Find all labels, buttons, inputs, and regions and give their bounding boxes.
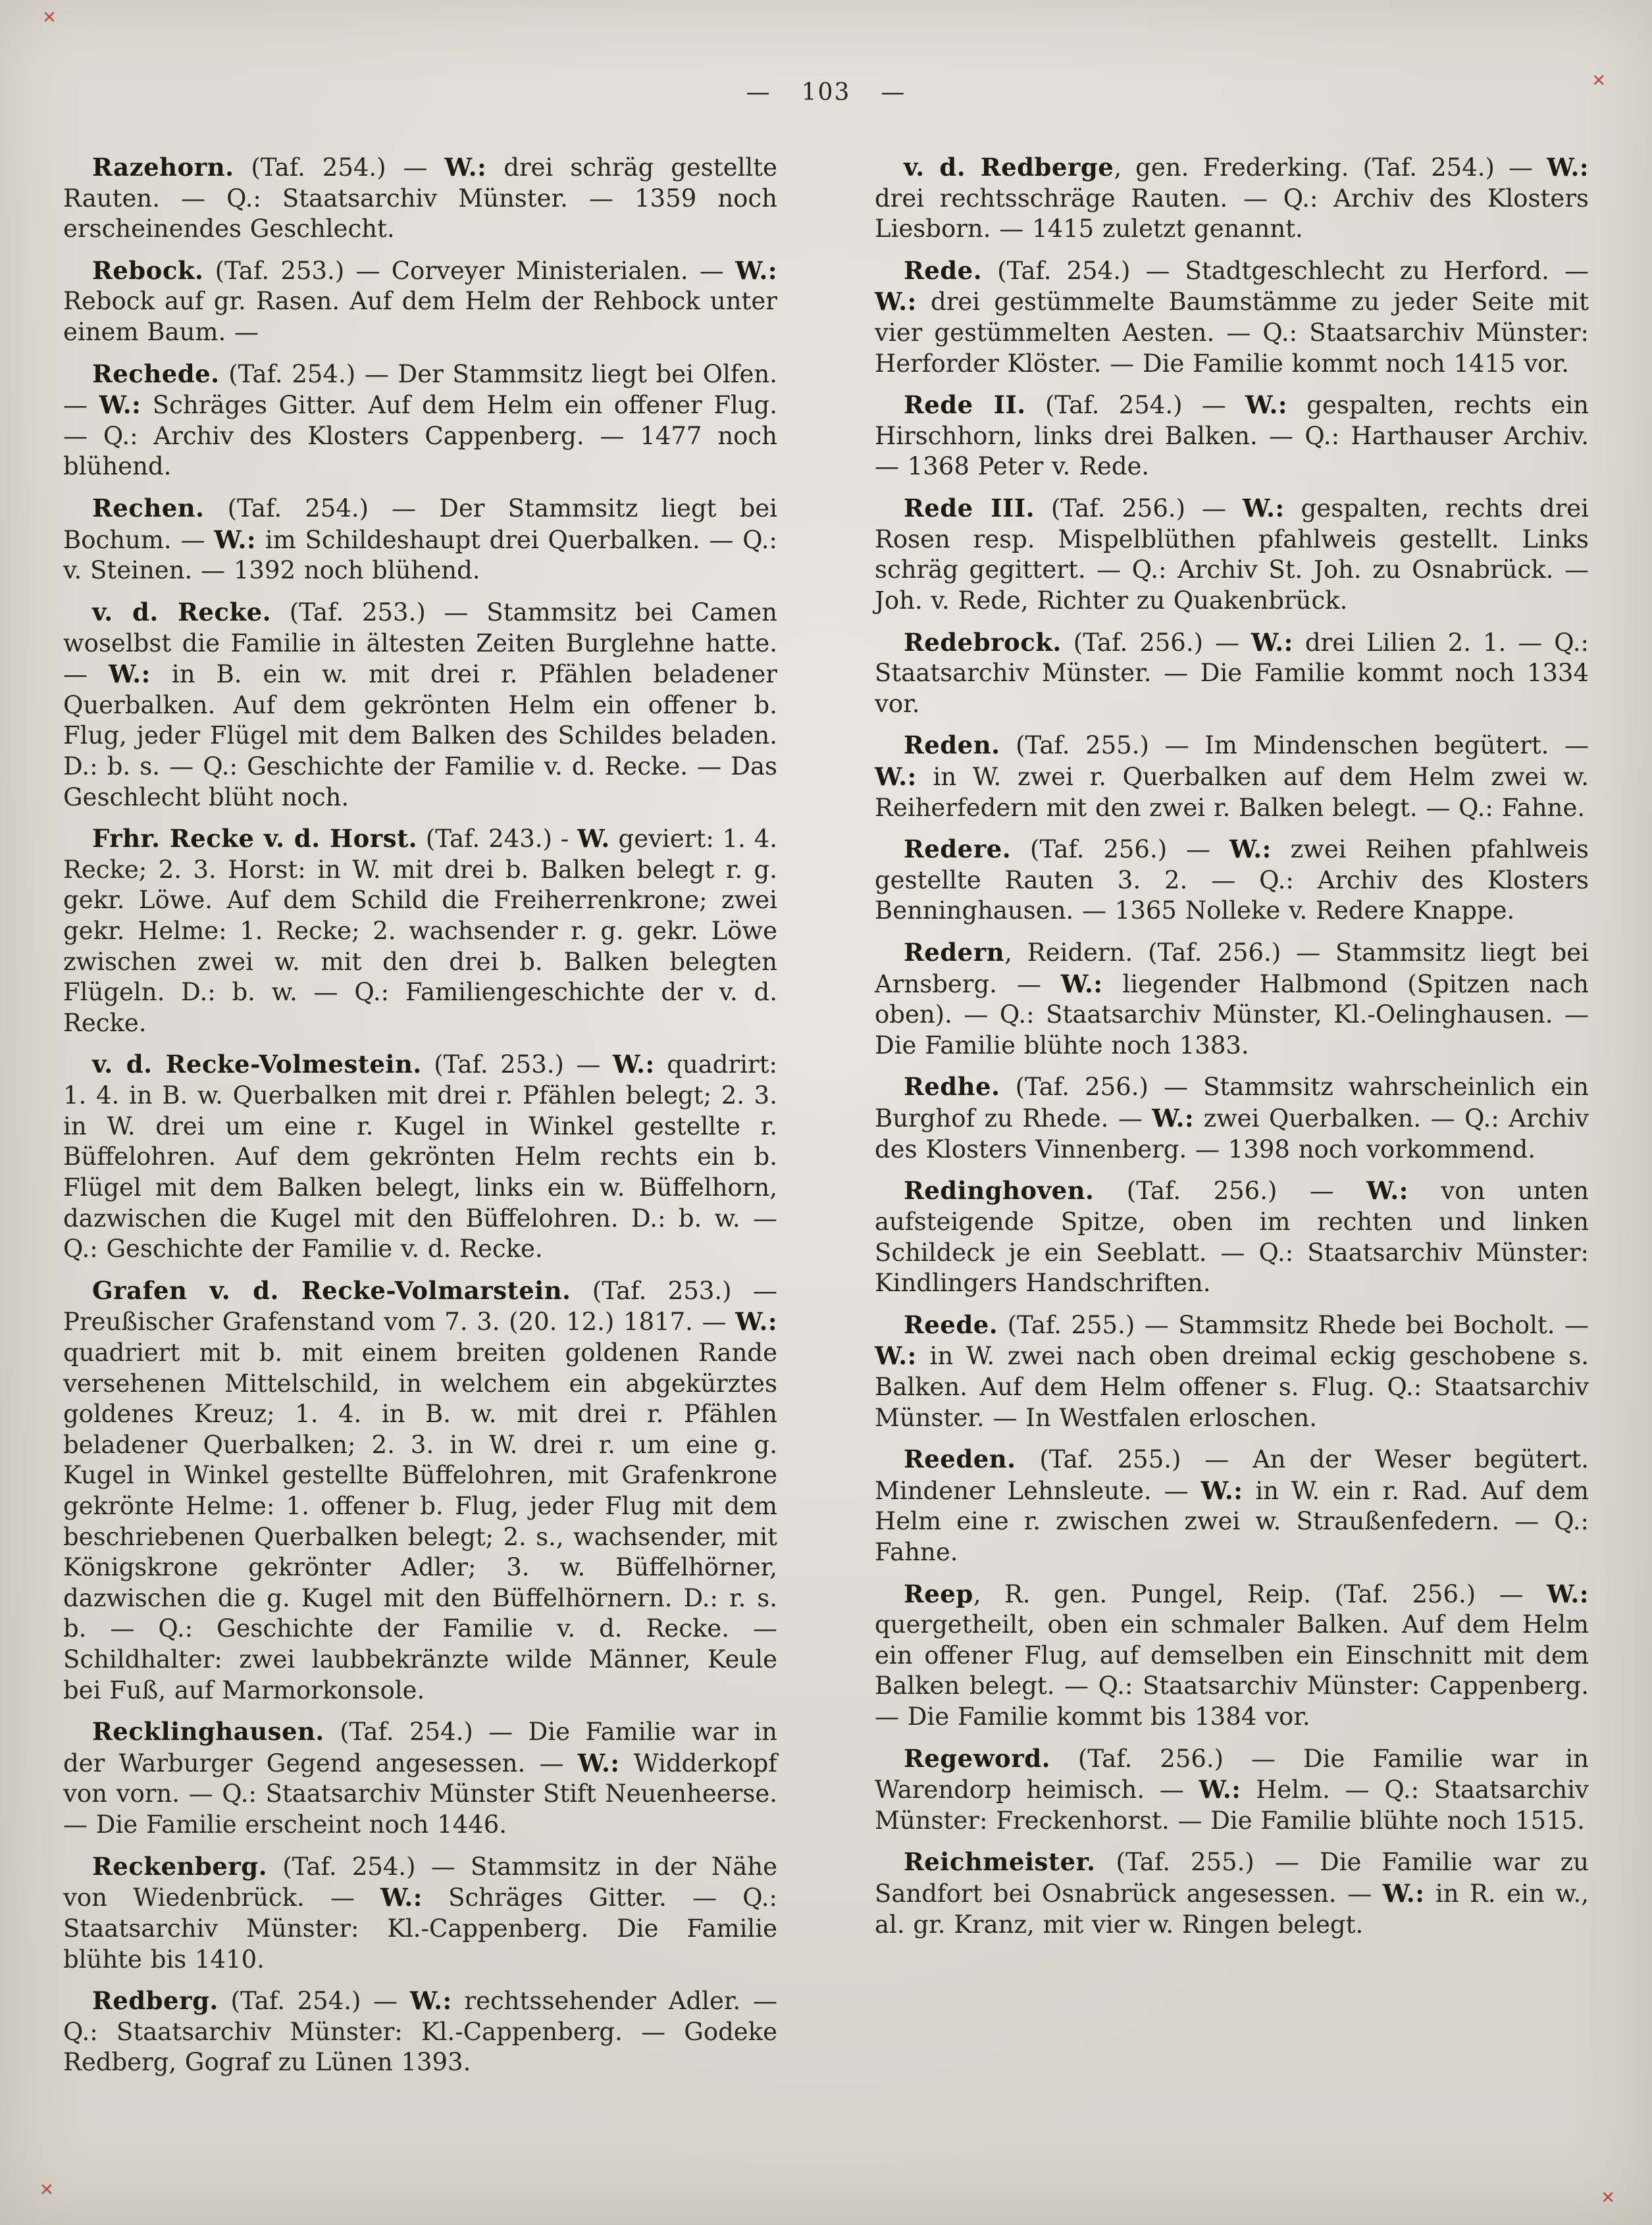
page-header — [0, 0, 1652, 106]
entry — [875, 1444, 1597, 1568]
column-left — [63, 152, 786, 2089]
entry-emphasis: Reden. — [904, 730, 1000, 760]
entry-emphasis: Reep — [904, 1579, 973, 1608]
entry-emphasis: W.: — [380, 1883, 423, 1912]
entry-emphasis: W.: — [875, 1341, 917, 1371]
entry-emphasis: W.: — [735, 1307, 777, 1337]
entry-text: (Taf. 256.) — Stammsitz wahrscheinlich ein Burghof zu Rhede. — — [875, 1073, 1597, 1133]
entry-text: drei schräg gestellte Rauten. — Q.: Staatsarchiv Münster. — 1359 noch erscheinendes Geschlecht. — [63, 153, 786, 243]
entry-text: zwei Reihen pfahlweis gestellte Rauten 3. 2. — Q.: Archiv des Klosters Benninghausen. — 1365 Nolleke v. Redere Knappe. — [875, 835, 1597, 925]
entry-text: in W. zwei r. Querbalken auf dem Helm zwei w. Reiherfedern mit den zwei r. Balken belegt. — Q.: Fahne. — [875, 762, 1597, 822]
registration-mark-icon: ✕ — [1601, 2188, 1615, 2208]
entry-text: (Taf. 256.) — — [1011, 835, 1229, 864]
entry-text: (Taf. 254.) — Stadtgeschlecht zu Herford. — — [982, 256, 1597, 285]
entry — [63, 823, 786, 1038]
entry-text: (Taf. 253.) — — [421, 1050, 613, 1079]
entry — [63, 1275, 786, 1706]
entry — [63, 597, 786, 813]
entry-emphasis: W.: — [1152, 1104, 1195, 1133]
entry — [63, 1985, 786, 2078]
header-rule-right: — — [881, 79, 906, 106]
header-rule-left: — — [746, 79, 771, 106]
entry-text: (Taf. 254.) — — [234, 153, 445, 182]
entry-text: (Taf. 254.) — — [218, 1987, 410, 2016]
entry — [63, 255, 786, 348]
entry-text: (Taf. 254.) — Der Stammsitz liegt bei Olfen. — — [63, 359, 786, 420]
entry — [875, 1310, 1597, 1433]
entry-text: quadriert mit b. mit einem breiten goldenen Rande versehenen Mittelschild, in welchem ein abgekürztes goldenes Kreuz; 1. 4. in B. w. mit drei r. Pfählen beladener Querbalken; 2. 3. in W. drei r. um eine g. Kugel in Winkel gestellte Büffelohren, mit Grafenkrone gekrönte Helme: 1. offener b. Flug, jeder Flug mit dem beschriebenen Querbalken belegt; 2. s., wachsender, mit Königskrone gekrönter Adler; 3. w. Büffelhörner, dazwischen die g. Kugel mit den Büffelhörnern. D.: r. s. b. — Q.: Geschichte der Familie v. d. Recke. — Schildhalter: zwei laubbekränzte wilde Männer, Keule bei Fuß, auf Marmorkonsole. — [63, 1308, 786, 1704]
entry-text: in R. ein w., al. gr. Kranz, mit vier w. Ringen belegt. — [875, 1880, 1597, 1939]
entry-text: in W. zwei nach oben dreimal eckig geschobene s. Balken. Auf dem Helm offener s. Flug. Q.: Staatsarchiv Münster. — In Westfalen erloschen. — [875, 1342, 1597, 1432]
entry-text: (Taf. 255.) — Im Mindenschen begütert. — — [1000, 731, 1597, 760]
entry — [875, 255, 1597, 379]
entry-text: Helm. — Q.: Staatsarchiv Münster: Freckenhorst. — Die Familie blühte noch 1515. — [875, 1776, 1597, 1835]
entry-text: drei Lilien 2. 1. — Q.: Staatsarchiv Münster. — Die Familie kommt noch 1334 vor. — [875, 628, 1597, 718]
entry-emphasis: Redebrock. — [904, 627, 1062, 657]
entry-emphasis: W.: — [577, 1748, 620, 1777]
entry-text: (Taf. 243.) - — [417, 825, 578, 854]
entry-emphasis: W.: — [1200, 1475, 1243, 1505]
entry-text: (Taf. 255.) — An der Weser begütert. Mindener Lehnsleute. — — [875, 1445, 1597, 1505]
entry-emphasis: W.: — [1382, 1879, 1425, 1908]
entry-emphasis: W.: — [214, 524, 257, 554]
entry-emphasis: W.: — [1242, 494, 1285, 523]
entry-text: (Taf. 253.) — Preußischer Grafenstand vom 7. 3. (20. 12.) 1817. — — [63, 1276, 786, 1337]
text-columns — [0, 106, 1652, 2089]
entry-emphasis: Reeden. — [904, 1445, 1016, 1474]
entry-emphasis: W.: — [1547, 1579, 1589, 1608]
entry-emphasis: Reichmeister. — [904, 1847, 1096, 1877]
entry-emphasis: Reckenberg. — [92, 1851, 268, 1881]
entry-text: (Taf. 254.) — Stammsitz in der Nähe von Wiedenbrück. — — [63, 1852, 786, 1912]
entry-emphasis: Grafen v. d. Recke-Volmarstein. — [92, 1275, 571, 1305]
entry-text: geviert: 1. 4. Recke; 2. 3. Horst: in W. mit drei b. Balken belegt r. g. gekr. Löwe. Auf dem Schild die Freiherrenkrone; zwei gekr. Helme: 1. Recke; 2. wachsender r. g. gekr. Löwe zwischen zwei w. mit den drei b. Balken belegten Flügeln. D.: b. w. — Q.: Familiengeschichte der v. d. Recke. — [63, 825, 786, 1037]
registration-mark-icon: ✕ — [39, 2180, 54, 2200]
entry-emphasis: Rede II. — [904, 390, 1026, 420]
entry-text: (Taf. 256.) — Die Familie war in Warendorp heimisch. — — [875, 1744, 1597, 1804]
entry — [875, 1175, 1597, 1298]
entry-emphasis: Recklinghausen. — [92, 1717, 324, 1747]
entry-text: (Taf. 253.) — Stammsitz bei Camen woselbst die Familie in ältesten Zeiten Burglehne hatte. — — [63, 598, 786, 689]
entry-text: gespalten, rechts drei Rosen resp. Mispelblüthen pfahlweis gestellt. Links schräg gegittert. — Q.: Archiv St. Joh. zu Osnabrück. — Joh. v. Rede, Richter zu Quakenbrück. — [875, 494, 1597, 615]
entry — [875, 627, 1597, 720]
entry-text: liegender Halbmond (Spitzen nach oben). — Q.: Staatsarchiv Münster, Kl.-Oelinghausen. — Die Familie blühte noch 1383. — [875, 969, 1597, 1060]
entry — [63, 1716, 786, 1840]
column-right — [875, 152, 1597, 1951]
registration-mark-icon: ✕ — [42, 8, 57, 28]
entry-emphasis: W.: — [1245, 390, 1287, 420]
entry — [875, 390, 1597, 482]
entry-emphasis: W.: — [1547, 153, 1589, 182]
entry-text: drei rechtsschräge Rauten. — Q.: Archiv des Klosters Liesborn. — 1415 zuletzt genannt. — [875, 153, 1597, 243]
entry-text: (Taf. 256.) — — [1035, 494, 1243, 523]
entry — [875, 1071, 1597, 1165]
entry-text: zwei Querbalken. — Q.: Archiv des Klosters Vinnenberg. — 1398 noch vorkommend. — [875, 1104, 1597, 1164]
entry-emphasis: Frhr. Recke v. d. Horst. — [92, 824, 418, 854]
entry-emphasis: Regeword. — [904, 1743, 1050, 1773]
entry — [63, 152, 786, 245]
entry-emphasis: Rede. — [904, 255, 983, 285]
entry-emphasis: v. d. Redberge — [904, 153, 1114, 182]
entry-text: in W. ein r. Rad. Auf dem Helm eine r. zwischen zwei w. Straußenfedern. — Q.: Fahne. — [875, 1476, 1597, 1566]
entry-emphasis: Reede. — [904, 1310, 998, 1339]
entry-emphasis: W.: — [1229, 834, 1272, 864]
entry-text: im Schildeshaupt drei Querbalken. — Q.: v. Steinen. — 1392 noch blühend. — [63, 525, 786, 585]
entry-text: in B. ein w. mit drei r. Pfählen beladener Querbalken. Auf dem gekrönten Helm ein offener b. Flug, jeder Flügel mit dem Balken des Schildes beladen. D.: b. s. — Q.: Geschichte der Familie v. d. Recke. — Das Geschlecht blüht noch. — [63, 660, 786, 811]
entry — [875, 730, 1597, 823]
entry-text: (Taf. 254.) — — [1025, 391, 1246, 420]
entry-emphasis: W.: — [1199, 1775, 1241, 1804]
entry-emphasis: W.: — [99, 390, 142, 420]
entry-text: Schräges Gitter. — Q.: Staatsarchiv Münster: Kl.-Cappenberg. Die Familie blühte bis 1410. — [63, 1883, 786, 1974]
entry-text: quadrirt: 1. 4. in B. w. Querbalken mit drei r. Pfählen belegt; 2. 3. in W. drei um eine r. Kugel in Winkel gestellte r. Büffelohren. Auf dem gekrönten Helm rechts ein b. Flügel mit dem Balken belegt, links ein w. Büffelhorn, dazwischen die Kugel mit den Büffelohren. D.: b. w. — Q.: Geschichte der Familie v. d. Recke. — [63, 1050, 786, 1264]
entry-emphasis: Razehorn. — [92, 153, 234, 182]
entry — [875, 1743, 1597, 1837]
entry — [63, 359, 786, 482]
entry-emphasis: Rechede. — [92, 359, 220, 388]
entry-text: drei gestümmelte Baumstämme zu jeder Seite mit vier gestümmelten Aesten. — Q.: Staatsarchiv Münster: Herforder Klöster. — Die Familie kommt noch 1415 vor. — [875, 288, 1597, 378]
entry-text: rechtssehender Adler. — Q.: Staatsarchiv Münster: Kl.-Cappenberg. — Godeke Redberg, Gograf zu Lünen 1393. — [63, 1987, 786, 2077]
entry-emphasis: v. d. Recke. — [92, 597, 272, 627]
entry-emphasis: W.: — [612, 1050, 655, 1079]
entry — [875, 1847, 1597, 1940]
entry — [63, 1049, 786, 1264]
entry-emphasis: W. — [577, 824, 610, 854]
entry — [63, 493, 786, 586]
entry-emphasis: Redinghoven. — [904, 1176, 1095, 1206]
entry-text: , R. gen. Pungel, Reip. (Taf. 256.) — — [973, 1579, 1547, 1608]
entry-emphasis: v. d. Recke-Volmestein. — [92, 1050, 422, 1079]
entry-emphasis: W.: — [444, 153, 487, 182]
entry-text: , gen. Frederking. (Taf. 254.) — — [1114, 153, 1547, 182]
entry-text: (Taf. 254.) — Die Familie war in der Warburger Gegend angesessen. — — [63, 1718, 786, 1777]
entry-emphasis: W.: — [1366, 1176, 1408, 1206]
entry-text: (Taf. 256.) — — [1094, 1177, 1367, 1206]
entry-emphasis: W.: — [1060, 969, 1103, 998]
entry-text: gespalten, rechts ein Hirschhorn, links drei Balken. — Q.: Harthauser Archiv. — 1368 Peter v. Rede. — [875, 391, 1597, 481]
entry-text: Widderkopf von vorn. — Q.: Staatsarchiv Münster Stift Neuenheerse. — Die Familie erscheint noch 1446. — [63, 1749, 786, 1839]
page-number: 103 — [801, 79, 851, 106]
entry-text: von unten aufsteigende Spitze, oben im rechten und linken Schildeck je ein Seeblatt. — Q.: Staatsarchiv Münster: Kindlingers Handschriften. — [875, 1177, 1597, 1298]
entry-emphasis: Redere. — [904, 834, 1012, 864]
entry-emphasis: W.: — [735, 255, 777, 285]
entry-text: quergetheilt, oben ein schmaler Balken. Auf dem Helm ein offener Flug, auf demselben ein Einschnitt mit dem Balken belegt. — Q.: Staatsarchiv Münster: Cappenberg. — Die Familie kommt bis 1384 vor. — [875, 1579, 1597, 1731]
entry-text: (Taf. 254.) — Der Stammsitz liegt bei Bochum. — — [63, 494, 786, 554]
entry — [875, 937, 1597, 1061]
entry-text: Rebock auf gr. Rasen. Auf dem Helm der Rehbock unter einem Baum. — — [63, 256, 786, 347]
entry-text: (Taf. 253.) — Corveyer Ministerialen. — — [203, 256, 736, 285]
entry — [875, 834, 1597, 927]
entry-emphasis: Rechen. — [92, 494, 205, 523]
entry-text: (Taf. 255.) — Die Familie war zu Sandfort bei Osnabrück angesessen. — — [875, 1848, 1597, 1908]
entry-emphasis: Rede III. — [904, 494, 1035, 523]
entry-emphasis: W.: — [875, 761, 917, 791]
entry-emphasis: Redern — [904, 938, 1005, 967]
entry-emphasis: Redhe. — [904, 1072, 1000, 1102]
entry-emphasis: W.: — [409, 1986, 452, 2016]
entry-emphasis: Rebock. — [92, 255, 204, 285]
entry-text: (Taf. 255.) — Stammsitz Rhede bei Bocholt. — — [998, 1310, 1597, 1339]
entry — [875, 152, 1597, 245]
entry-emphasis: W.: — [875, 287, 917, 317]
entry-emphasis: W.: — [1251, 627, 1293, 657]
entry-text: , Reidern. (Taf. 256.) — Stammsitz liegt bei Arnsberg. — — [875, 938, 1597, 998]
entry — [63, 1851, 786, 1975]
entry — [875, 493, 1597, 616]
entry-text: (Taf. 256.) — — [1061, 628, 1251, 657]
registration-mark-icon: ✕ — [1591, 71, 1606, 91]
entry-text: Schräges Gitter. Auf dem Helm ein offener Flug. — Q.: Archiv des Klosters Cappenberg. — 1477 noch blühend. — [63, 391, 786, 481]
entry-emphasis: W.: — [109, 659, 151, 689]
entry-emphasis: Redberg. — [92, 1986, 219, 2016]
entry — [875, 1579, 1597, 1733]
